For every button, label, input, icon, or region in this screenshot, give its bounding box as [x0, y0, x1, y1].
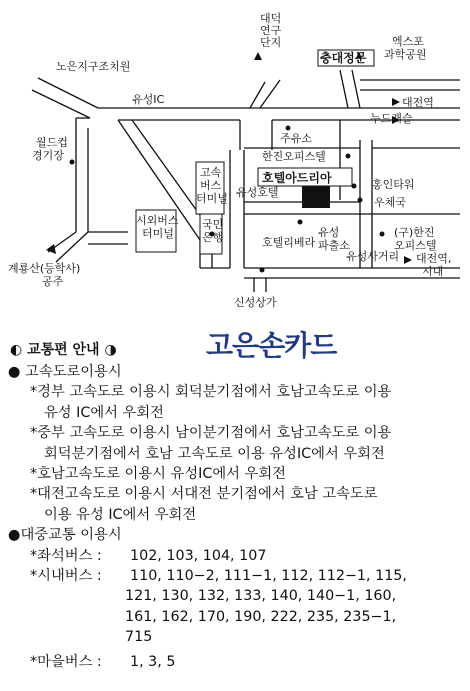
label-hongin-tower: 홍인타워 [372, 178, 415, 191]
bus-label: *시내버스 : [30, 568, 102, 585]
label-nude-castle: 누드캐슬 [370, 112, 413, 125]
section-header-transit: ●대중교통 이용시 [8, 527, 122, 544]
label-yuseong-ic: 유성IC [132, 93, 165, 106]
label-intercity-terminal: 시외버스 터미널 [136, 214, 179, 240]
label-yuseong-hotel: 유성호텔 [236, 186, 279, 199]
label-hanjin-officetel: 한진오피스텔 [262, 150, 326, 163]
highway-item: *경부 고속도로 이용시 회덕분기점에서 호남고속도로 이용 [30, 384, 392, 401]
bus-row [6, 546, 464, 566]
highway-item-cont: 유성 IC에서 우회전 [44, 404, 164, 421]
label-woche-guk: 우체국 [374, 196, 406, 209]
label-hotel-riviera: 호텔리베라 [262, 236, 316, 249]
highway-item: *중부 고속도로 이용시 남이분기점에서 호남고속도로 이용 [30, 425, 392, 442]
bus-row [6, 652, 464, 672]
label-yuseong-crossroad: 유성사거리 [346, 250, 400, 263]
bus-row [6, 566, 464, 586]
label-expo: 엑스포 과학공원 [384, 35, 427, 61]
label-hotel-adria: 호텔아드리아 [262, 171, 332, 185]
highway-item-cont: 이용 유성 IC에서 우회전 [44, 506, 197, 523]
hotel-adria-building [302, 186, 330, 208]
bus-lines: 110, 110−2, 111−1, 112, 112−1, 115, [130, 568, 407, 585]
label-express-terminal: 고속 버스 터미널 [196, 166, 228, 205]
label-gyeryongsan: 계룡산(등학사) 공주 [8, 262, 81, 288]
label-noeun: 노은지구조치원 [56, 60, 131, 73]
label-gas-station: 주유소 [280, 132, 312, 145]
label-to-daejeon-station: 대전역, 시내 [416, 252, 452, 278]
label-sinseong: 신성상가 [234, 296, 277, 309]
transport-guide [6, 329, 464, 672]
guide-title: ◐ 교통편 안내 ◑ [10, 342, 117, 358]
card-logo: 고은손카드 [206, 329, 337, 362]
highway-item: *호남고속도로 이용시 유성IC에서 우회전 [30, 466, 286, 483]
bus-lines: 161, 162, 170, 190, 222, 235, 235−1, [125, 608, 397, 625]
label-daejeon-station: 대전역 [402, 96, 434, 109]
bus-lines: 715 [125, 629, 153, 646]
guide-header [6, 329, 464, 362]
label-kookmin-bank: 국민 은행 [202, 218, 224, 244]
label-old-hanjin: (구)한진 오피스텔 [394, 226, 437, 252]
highway-item-cont: 회덕분기점에서 호남 고속도로 이용 유성IC에서 우회전 [44, 445, 385, 462]
section-header-highway: ● 고속도로이용시 [8, 364, 122, 380]
bus-lines: 1, 3, 5 [130, 653, 176, 670]
label-chungdae-gate: 충대정문 [320, 51, 367, 65]
area-map [0, 0, 470, 330]
bus-lines: 102, 103, 104, 107 [130, 547, 267, 564]
label-world-cup: 월드컵 경기장 [32, 136, 68, 162]
bus-lines: 121, 130, 132, 133, 140, 140−1, 160, [125, 588, 397, 605]
highway-item: *대전고속도로 이용시 서대전 분기점에서 호남 고속도로 [30, 486, 378, 503]
bus-label: *좌석버스 : [30, 547, 102, 564]
label-police-box: 유성 파출소 [318, 226, 350, 252]
label-daedeok: 대덕 연구 단지 [260, 12, 282, 49]
bus-label: *마을버스 : [30, 653, 102, 670]
